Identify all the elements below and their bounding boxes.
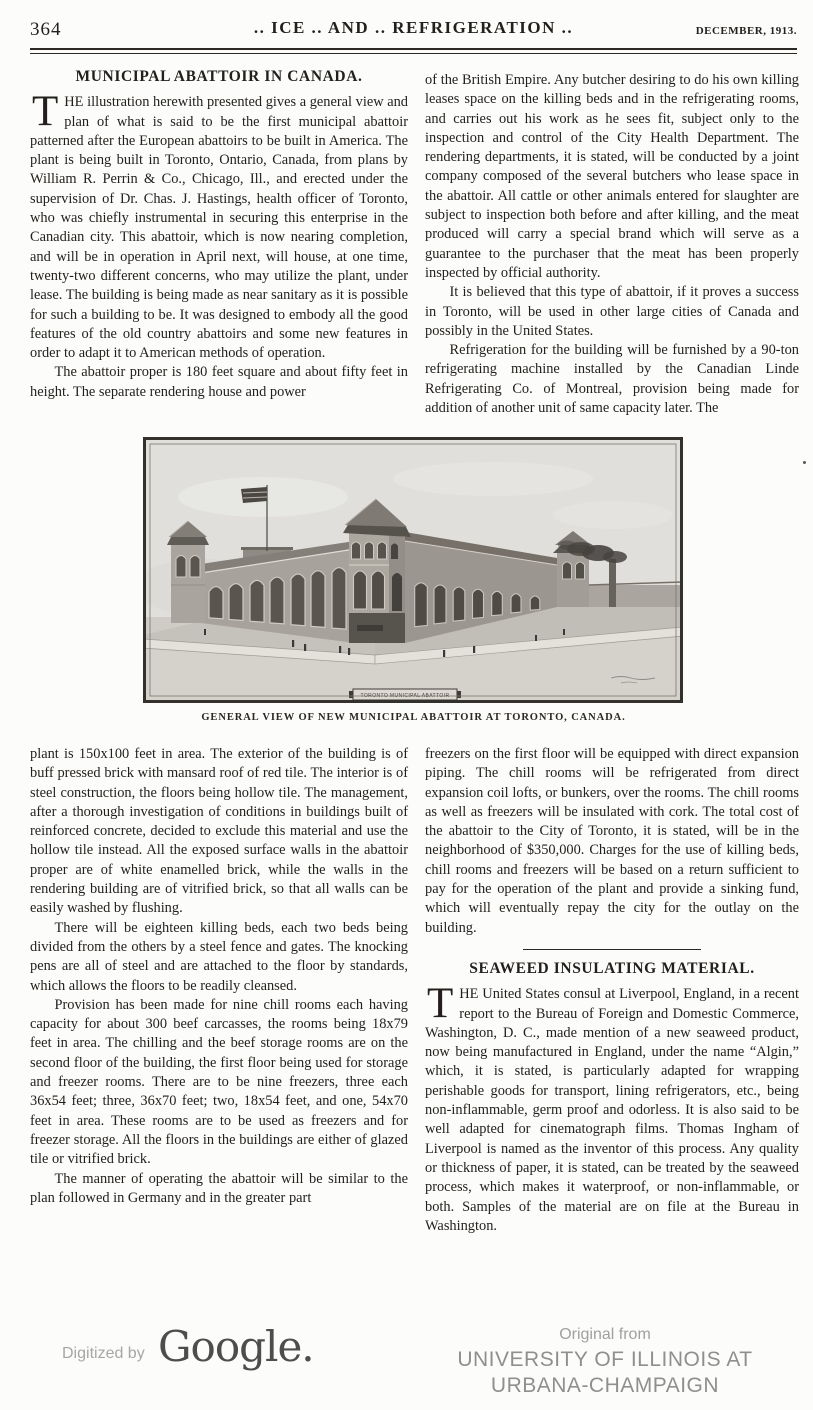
header-rule	[30, 48, 797, 54]
top-columns	[30, 64, 799, 436]
page-number: 364	[30, 19, 62, 40]
digitization-footer	[0, 1320, 813, 1410]
paragraph: It is believed that this type of abattoir, if it proves a success in Toronto, will be used in other large cities of Canada and possibly in the United States.	[425, 284, 799, 339]
paragraph: plant is 150x100 feet in area. The exterior of the building is of buff pressed brick with mansard roof of red tile. The interior is of steel construction, the floors being hollow tile. The management, after a thorough investigation of conditions in buildings built of reinforced concrete, decided to exclude this material and use the hollow tile instead. All the exposed surface walls in the abattoir proper are of white enamelled brick, while the walls in the rendering building are of vitrified brick, so that all walls can be easily washed by flushing.	[30, 746, 408, 917]
paragraph-text: United States consul at Liverpool, England, in a recent report to the Bureau of Foreign and Domestic Commerce, Washington, D. C., made mention of a new seaweed product, now being manufactured in England, under the name “Algin,” which, it is stated, is particularly adapted for wrapping perishable goods for transport, lining refrigerators, etc., being non-inflammable, germ proof and odorless. It is also said to be well adapted for cinematograph films. Thomas Ingham of Liverpool is named as the inventor of this process. Any quality or thickness of paper, it is stated, can be treated by the seaweed process, which makes it waterproof, or non-inflammable, or both. Samples of the material are on file at the Bureau in Washington.	[425, 986, 799, 1234]
paragraph: Refrigeration for the building will be furnished by a 90-ton refrigerating machine installed by the Canadian Linde Refrigerating Co. of Montreal, provision being made for addition of another unit of same capacity later. The	[425, 342, 799, 417]
provenance-block	[450, 1326, 760, 1399]
paragraph: There will be eighteen killing beds, each two beds being divided from the others by a steel fence and gates. The knocking pens are all of steel and are attached to the floor by standards, which allows the floors to be readily cleansed.	[30, 919, 408, 994]
header-rule-thin	[30, 53, 797, 54]
drop-cap: T	[427, 980, 454, 1028]
lead-caps: HE	[459, 986, 479, 1003]
drop-cap: T	[32, 88, 59, 136]
article-1-column-1-lower	[30, 745, 408, 1236]
article-1-column-2-lower	[425, 745, 799, 1236]
article-1-column-1	[30, 64, 408, 436]
paragraph: The manner of operating the abattoir will be similar to the plan followed in Germany and in the greater part	[30, 1170, 408, 1206]
figure	[143, 437, 683, 703]
digitized-by-label: Digitized by	[62, 1345, 145, 1362]
journal-title: .. ICE .. AND .. REFRIGERATION ..	[253, 18, 574, 37]
bottom-columns	[30, 745, 799, 1236]
header-rule-thick	[30, 48, 797, 50]
paragraph-text: illustration herewith presented gives a general view and plan of what is said to be the first municipal abattoir patterned after the European abattoirs to be built in America. The plant is being built in Toronto, Ontario, Canada, from plans by William R. Perrin & Co., Chicago, Ill., and erected under the supervision of Dr. Chas. J. Hastings, health officer of Toronto, who was chiefly instrumental in securing this enterprise in the Canadian city. This abattoir, which is now nearing completion, and will be in operation in April next, will house, at one time, twenty-two different concerns, who may utilize the plant, under lease. The building is being made as near sanitary as it is possible for such a building to be. It was designed to embody all the good features of the old country abattoirs and some new features in order to adapt it to American methods of operation.	[30, 94, 408, 362]
figure-caption: GENERAL VIEW OF NEW MUNICIPAL ABATTOIR AT TORONTO, CANADA.	[201, 712, 626, 723]
article-1-column-2	[425, 64, 799, 436]
section-divider	[523, 949, 701, 950]
lead-caps: HE	[64, 94, 84, 111]
institution-line-2: URBANA-CHAMPAIGN	[490, 1374, 720, 1397]
paragraph: The abattoir proper is 180 feet square and about fifty feet in height. The separate rendering house and power	[30, 364, 408, 400]
paragraph	[425, 980, 799, 1236]
original-from-label: Original from	[559, 1326, 651, 1343]
article-2-title: SEAWEED INSULATING MATERIAL.	[469, 959, 755, 977]
abattoir-illustration	[143, 437, 683, 703]
paragraph	[30, 88, 408, 363]
illustration-plaque-text: TORONTO MUNICIPAL ABATTOIR	[360, 693, 450, 699]
google-logo: Google.	[158, 1322, 314, 1371]
paragraph: of the British Empire. Any butcher desiring to do his own killing leases space on the killing beds and in the refrigerating rooms, and carries out his work as he sees fit, subject only to the inspection and control of the City Health Department. The rendering departments, it is stated, will be conducted by a joint company composed of the several butchers who lease space in the abattoir. All cattle or other animals entered for slaughter are subject to inspection both before and after killing, and the meat produced will carry a special brand which will serve as a guarantee to the purchaser that the meat has been properly inspected by official authority.	[425, 72, 799, 281]
institution-line-1: UNIVERSITY OF ILLINOIS AT	[457, 1348, 753, 1371]
scan-speck	[803, 461, 806, 464]
paragraph: freezers on the first floor will be equipped with direct expansion piping. The chill rooms will be refrigerated from direct expansion coil lofts, or bunkers, over the rooms. The chill rooms as well as freezers will be insulated with cork. The total cost of the abattoir to the City of Toronto, it is stated, will be in the neighborhood of $350,000. Charges for the use of killing beds, chill rooms and freezers will be based on a return sufficient to pay for the operation of the plant and provide a sinking fund, which will eventually repay the city for the outlay on the building.	[425, 746, 799, 936]
page-header	[30, 14, 797, 48]
paragraph: Provision has been made for nine chill rooms each having capacity for about 300 beef carcasses, the rooms being 18x79 feet in area. The chilling and the beef storage rooms are on the second floor of the building, the first floor being used for storage and freezer rooms. There are to be nine freezers, three each 36x54 feet; three, 36x70 feet; two, 18x54 feet, and one, 54x70 feet in area. These rooms are to be used as freezers and for freezer storage. All the floors in the buildings are either of glazed tile or vitrified brick.	[30, 996, 408, 1168]
issue-date: DECEMBER, 1913.	[695, 25, 797, 37]
article-1-title: MUNICIPAL ABATTOIR IN CANADA.	[75, 68, 363, 85]
